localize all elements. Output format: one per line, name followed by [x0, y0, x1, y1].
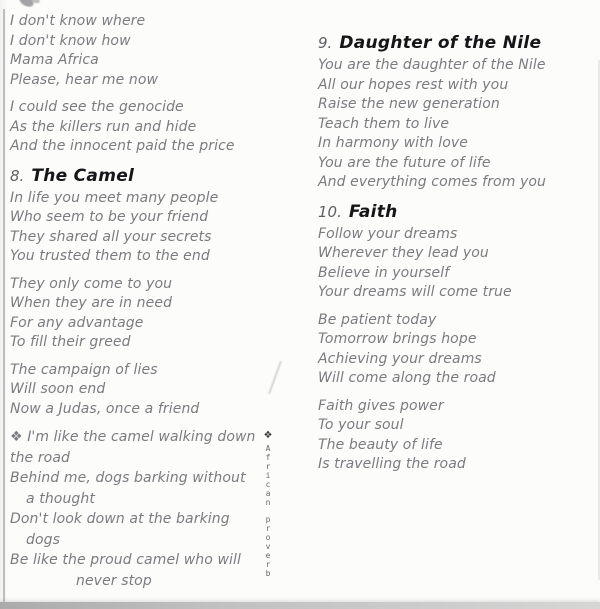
- scan-crease-mark: [268, 361, 282, 395]
- lyric-line: Teach them to live: [318, 115, 450, 132]
- proverb-letter: r: [265, 462, 271, 471]
- lyric-line: And everything comes from you: [318, 174, 547, 190]
- lyric-line: Will come along the road: [318, 370, 496, 386]
- lyric-line: ❖ I'm like the camel walking down: [10, 429, 256, 445]
- proverb-letter: b: [265, 569, 271, 578]
- lyric-line: You are the daughter of the Nile: [318, 57, 546, 73]
- proverb-letter: c: [265, 480, 271, 489]
- proverb-vertical-text: [261, 444, 275, 578]
- lyric-line: The campaign of lies: [10, 361, 158, 378]
- lyric-line: All our hopes rest with you: [318, 76, 509, 93]
- lyric-line: the road: [10, 449, 71, 466]
- lyric-line: In life you meet many people: [10, 189, 219, 206]
- stanza: [10, 98, 266, 157]
- lyric-line: Mama Africa: [10, 52, 99, 68]
- scan-edge-line-left: [3, 9, 5, 602]
- stanza: [10, 275, 266, 353]
- proverb-letter: f: [265, 453, 271, 462]
- lyric-line: And the innocent paid the price: [10, 138, 235, 154]
- stanza: [10, 189, 266, 267]
- lyric-line: a thought: [26, 490, 95, 507]
- stanza: [10, 12, 266, 90]
- lyric-line: Wherever they lead you: [318, 245, 489, 261]
- lyric-line: To fill their greed: [10, 334, 131, 350]
- song-number: 8.: [10, 166, 25, 185]
- lyric-line: They only come to you: [10, 275, 173, 292]
- proverb-letter: n: [265, 498, 271, 507]
- lyric-line: Please, hear me now: [10, 71, 159, 88]
- lyric-line: Tomorrow brings hope: [318, 331, 477, 347]
- proverb-letter: r: [265, 560, 271, 569]
- proverb-letter: v: [265, 542, 271, 551]
- lyric-line: They shared all your secrets: [10, 228, 212, 245]
- lyric-line: I don't know where: [10, 13, 146, 29]
- lyric-line: Raise the new generation: [318, 96, 500, 112]
- song-heading: [318, 201, 596, 223]
- lyric-line: Be patient today: [318, 311, 437, 328]
- lyric-line: Believe in yourself: [318, 264, 450, 281]
- lyric-line: The beauty of life: [318, 436, 443, 453]
- lyric-line: In harmony with love: [318, 135, 468, 151]
- lyrics-column-left: [10, 12, 266, 599]
- proverb-letter: o: [265, 533, 271, 542]
- lyrics-column-right: [318, 30, 596, 483]
- lyric-line: I could see the genocide: [10, 99, 184, 115]
- lyric-line: Faith gives power: [318, 397, 444, 414]
- song-title: Faith: [348, 201, 398, 222]
- song-number: 10.: [318, 202, 342, 221]
- lyric-line: Follow your dreams: [318, 225, 458, 242]
- proverb-letter: p: [265, 515, 271, 524]
- lyric-line: Achieving your dreams: [318, 350, 482, 367]
- stanza: [318, 56, 596, 193]
- stanza: [318, 397, 596, 475]
- lyric-line: never stop: [76, 572, 152, 589]
- lyric-line: Is travelling the road: [318, 456, 466, 472]
- lyric-line: For any advantage: [10, 314, 144, 331]
- scan-edge-bottom-band: [0, 602, 600, 609]
- stanza: [10, 427, 266, 591]
- proverb-letter: a: [265, 489, 271, 498]
- lyric-line: Behind me, dogs barking without: [10, 470, 246, 486]
- diamond-icon: ❖: [263, 430, 273, 441]
- song-number: 9.: [318, 34, 333, 52]
- stanza: [318, 225, 596, 303]
- song-heading: [10, 165, 266, 187]
- vertical-proverb-note: [261, 430, 275, 578]
- lyric-line: Who seem to be your friend: [10, 209, 209, 225]
- lyric-line: Will soon end: [10, 381, 106, 397]
- proverb-letter: A: [265, 444, 271, 453]
- lyric-line: Be like the proud camel who will: [10, 552, 241, 568]
- lyric-line: You trusted them to the end: [10, 248, 210, 264]
- lyric-line: Don't look down at the barking: [10, 511, 230, 527]
- song-title: Daughter of the Nile: [339, 33, 542, 53]
- stanza: [10, 361, 266, 420]
- proverb-word: [261, 444, 275, 507]
- stanza: [318, 311, 596, 389]
- proverb-word: [261, 515, 275, 578]
- lyric-line: Your dreams will come true: [318, 284, 512, 300]
- song-heading: [318, 32, 596, 54]
- song-title: The Camel: [31, 165, 135, 186]
- proverb-letter: r: [265, 524, 271, 533]
- lyric-line: dogs: [26, 531, 61, 548]
- lyric-line: As the killers run and hide: [10, 118, 197, 135]
- lyric-line: Now a Judas, once a friend: [10, 400, 200, 417]
- lyric-line: You are the future of life: [318, 154, 491, 171]
- proverb-letter: i: [265, 471, 271, 480]
- lyric-line: I don't know how: [10, 32, 131, 49]
- lyric-line: To your soul: [318, 417, 404, 433]
- lyric-line: When they are in need: [10, 295, 173, 311]
- proverb-letter: e: [265, 551, 271, 560]
